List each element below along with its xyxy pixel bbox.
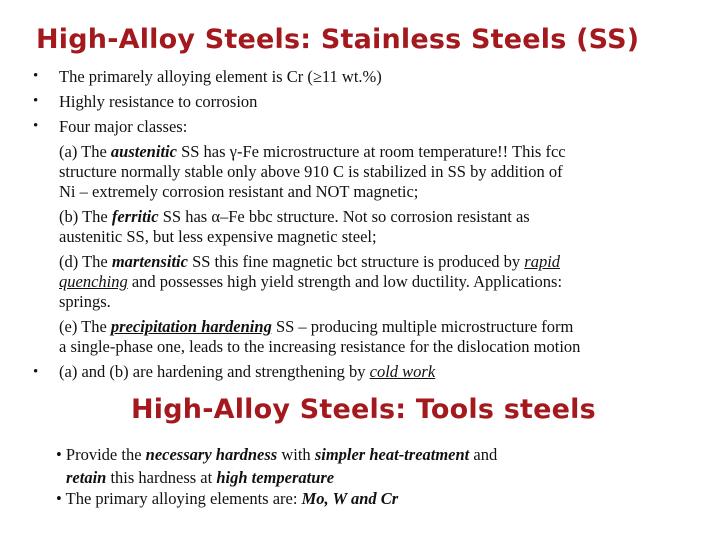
term-rapid: rapid	[524, 252, 561, 271]
class-b-line-1: (b) The ferritic SS has α–Fe bbc structure. Not so corrosion resistant as	[59, 207, 530, 226]
class-a-line-3: Ni – extremely corrosion resistant and NOT magnetic;	[59, 182, 419, 201]
class-e-line-2: a single-phase one, leads to the increasing resistance for the dislocation motion	[59, 337, 581, 356]
class-d-line-2: quenching and possesses high yield strength and low ductility. Applications:	[59, 272, 563, 291]
bullet-dot: •	[33, 118, 39, 134]
class-b-line-2: austenitic SS, but less expensive magnetic steel;	[59, 227, 377, 246]
bullet-four-classes: Four major classes:	[59, 117, 188, 136]
term-austenitic: austenitic	[110, 142, 177, 161]
class-a-line-2: structure normally stable only above 910 C is stabilized in SS by addition of	[59, 162, 563, 181]
class-e-line-1: (e) The precipitation hardening SS – producing multiple microstructure form	[59, 317, 574, 336]
slide-title-stainless: High-Alloy Steels: Stainless Steels (SS)	[36, 24, 640, 55]
bullet-corrosion: Highly resistance to corrosion	[59, 92, 258, 111]
bullet-dot: •	[56, 489, 62, 508]
bullet-dot: •	[33, 93, 39, 109]
term-quenching: quenching	[59, 272, 128, 291]
term-precipitation-hardening: precipitation hardening	[110, 317, 272, 336]
class-a-line-1: (a) The austenitic SS has γ-Fe microstructure at room temperature!! This fcc	[59, 142, 566, 161]
bullet-dot: •	[33, 364, 39, 380]
tools-bullet-1-line-2: retain this hardness at high temperature	[66, 468, 335, 487]
bullet-dot: •	[56, 445, 62, 464]
bullet-primary-element: The primarely alloying element is Cr (≥11 wt.%)	[59, 67, 382, 86]
bullet-cold-work: (a) and (b) are hardening and strengthening by cold work	[59, 362, 436, 381]
tools-bullet-1-line-1: • Provide the necessary hardness with simpler heat-treatment and	[56, 445, 498, 464]
bullet-dot: •	[33, 68, 39, 84]
tools-bullet-2: • The primary alloying elements are: Mo, W and Cr	[56, 489, 399, 508]
term-ferritic: ferritic	[111, 207, 159, 226]
class-d-line-1: (d) The martensitic SS this fine magnetic bct structure is produced by rapid	[59, 252, 561, 271]
class-d-line-3: springs.	[59, 292, 111, 311]
slide-title-tools: High-Alloy Steels: Tools steels	[131, 394, 596, 425]
term-cold-work: cold work	[369, 362, 436, 381]
term-martensitic: martensitic	[111, 252, 188, 271]
